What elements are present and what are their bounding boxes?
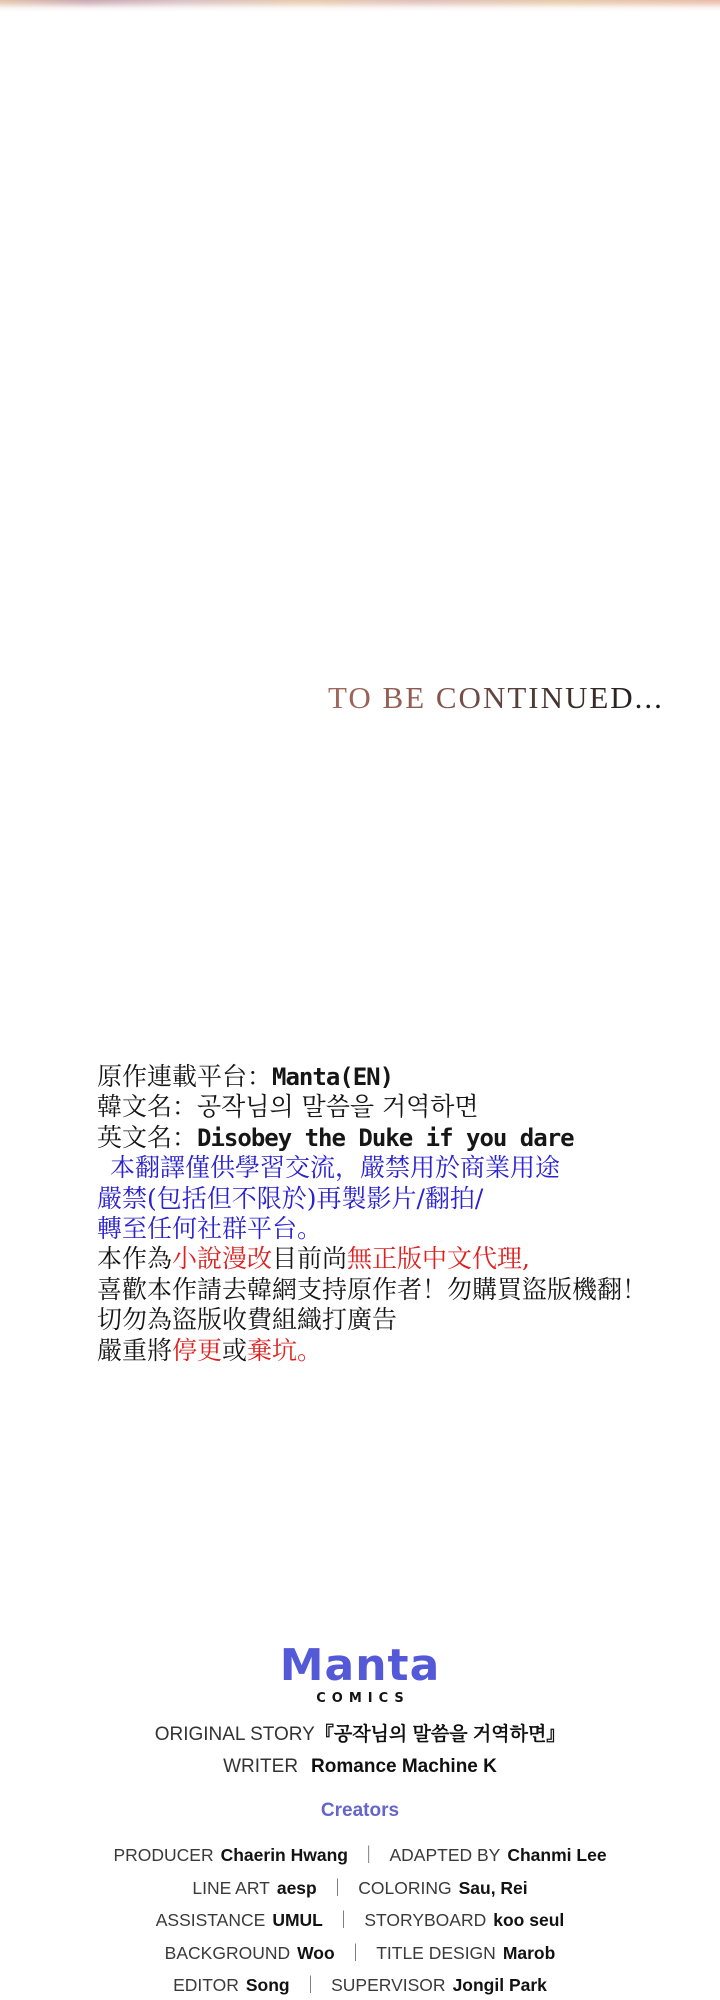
notice-line xyxy=(97,1153,647,1183)
credit-separator: ｜ xyxy=(346,1942,365,1963)
credit-row xyxy=(0,1872,720,1905)
creators-heading: Creators xyxy=(320,1800,400,1821)
credit-label: STORYBOARD xyxy=(364,1910,487,1931)
comics-subtitle: COMICS xyxy=(316,1691,410,1706)
credit-label: PRODUCER xyxy=(113,1845,214,1865)
credit-row xyxy=(0,1969,720,2000)
credit-separator: ｜ xyxy=(301,1975,320,1996)
credit-row xyxy=(0,1904,720,1937)
credit-name: UMUL xyxy=(272,1910,323,1931)
credit-name: koo seul xyxy=(493,1910,565,1931)
original-story-title: 『공작님의 말씀을 거역하면』 xyxy=(314,1724,566,1745)
writer-name: Romance Machine K xyxy=(311,1756,497,1777)
notice-line xyxy=(97,1092,647,1122)
credit-label: SUPERVISOR xyxy=(331,1975,446,1996)
credit-name: Woo xyxy=(297,1942,335,1963)
credit-name: Jongil Park xyxy=(452,1975,547,1996)
translation-notice xyxy=(97,1062,647,1366)
notice-line xyxy=(97,1244,647,1274)
credit-name: Chaerin Hwang xyxy=(220,1845,348,1865)
notice-text: 轉至任何社群平台。 xyxy=(97,1214,323,1244)
to-be-continued-title: TO BE CONTINUED... xyxy=(328,680,664,715)
credit-label: EDITOR xyxy=(173,1975,239,1996)
notice-line xyxy=(97,1062,647,1092)
credit-separator: ｜ xyxy=(328,1877,347,1898)
creators-list xyxy=(0,1839,720,2000)
credit-row xyxy=(0,1839,720,1872)
credit-separator: ｜ xyxy=(334,1910,353,1931)
notice-text-highlight: 棄坑。 xyxy=(247,1335,323,1365)
credit-row xyxy=(0,1937,720,1970)
credit-name: aesp xyxy=(276,1877,317,1898)
notice-line xyxy=(97,1336,647,1366)
notice-text-highlight: 停更 xyxy=(172,1335,223,1365)
credit-label: TITLE DESIGN xyxy=(376,1942,496,1963)
notice-text: 原作連載平台： xyxy=(97,1062,273,1091)
notice-line xyxy=(97,1214,647,1244)
notice-text: 或 xyxy=(222,1335,248,1365)
credit-label: ASSISTANCE xyxy=(155,1910,266,1931)
notice-line xyxy=(97,1123,647,1153)
notice-text: 英文名： xyxy=(97,1122,198,1152)
notice-english-title: Disobey the Duke if you dare xyxy=(197,1123,574,1152)
credit-label: LINE ART xyxy=(192,1877,270,1898)
notice-text: 嚴禁(包括但不限於)再製影片/翻拍/ xyxy=(97,1183,484,1213)
original-story-label: ORIGINAL STORY xyxy=(154,1724,315,1745)
credit-name: Marob xyxy=(502,1942,556,1963)
credits-header xyxy=(0,1719,720,1783)
comic-panel-edge xyxy=(0,0,720,12)
notice-text-highlight: 無正版中文代理, xyxy=(347,1244,530,1274)
notice-text: 目前尚 xyxy=(272,1244,348,1274)
notice-text: 韓文名：공작님의 말씀을 거역하면 xyxy=(97,1092,479,1122)
notice-text: 本作為 xyxy=(97,1244,173,1274)
writer-line xyxy=(0,1751,720,1783)
notice-line xyxy=(97,1275,647,1305)
credit-name: Chanmi Lee xyxy=(507,1845,607,1865)
notice-text-highlight: 小說漫改 xyxy=(172,1244,273,1274)
notice-platform-name: Manta(EN) xyxy=(272,1063,394,1091)
credit-name: Sau, Rei xyxy=(458,1877,528,1898)
notice-text: 嚴重將 xyxy=(97,1335,173,1365)
original-story-line xyxy=(0,1719,720,1751)
notice-text: 切勿為盜版收費組織打廣告 xyxy=(97,1305,398,1335)
credit-separator: ｜ xyxy=(359,1845,378,1865)
credit-name: Song xyxy=(245,1975,290,1996)
credit-label: BACKGROUND xyxy=(164,1942,291,1963)
manta-wordmark: Manta xyxy=(279,1640,441,1691)
notice-line xyxy=(97,1184,647,1214)
writer-label: WRITER xyxy=(223,1756,299,1777)
notice-line xyxy=(97,1305,647,1335)
credit-label: ADAPTED BY xyxy=(389,1845,501,1865)
manta-comics-logo xyxy=(0,1640,720,1706)
notice-text: 喜歡本作請去韓網支持原作者！勿購買盜版機翻！ xyxy=(97,1274,648,1304)
notice-text: 本翻譯僅供學習交流，嚴禁用於商業用途 xyxy=(110,1153,561,1183)
credit-label: COLORING xyxy=(358,1877,452,1898)
